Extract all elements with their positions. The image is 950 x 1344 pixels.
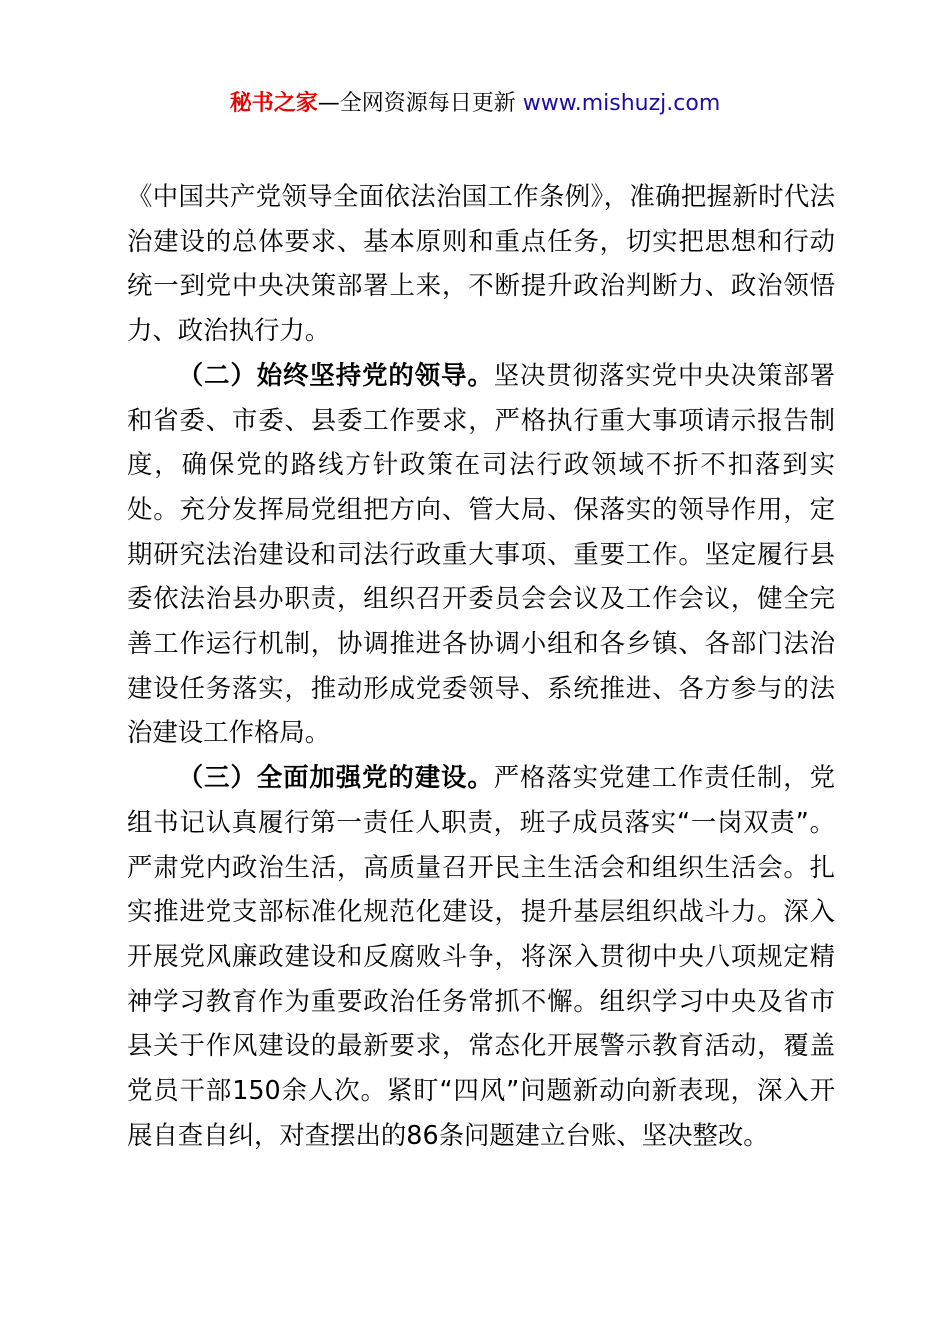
section-heading: （三）全面加强党的建设。 — [177, 762, 494, 793]
site-brand: 秘书之家 — [229, 91, 318, 116]
document-body — [127, 174, 835, 1157]
paragraph-text: 严格落实党建工作责任制，党组书记认真履行第一责任人职责，班子成员落实“一岗双责”。严肃党内政治生活，高质量召开民主生活会和组织生活会。扎实推进党支部标准化规范化建设，提升基层组织战斗力。深入开展党风廉政建设和反腐败斗争，将深入贯彻中央八项规定精神学习教育作为重要政治任务常抓不懈。组织学习中央及省市县关于作风建设的最新要求，常态化开展警示教育活动，覆盖党员干部150余人次。紧盯“四风”问题新动向新表现，深入开展自查自纠，对查摆出的86条问题建立台账、坚决整改。 — [127, 762, 836, 1150]
paragraph-continuation — [127, 174, 835, 353]
site-tagline: —全网资源每日更新 — [317, 91, 516, 116]
page-header — [0, 88, 950, 120]
site-url-link[interactable]: www.mishuzj.com — [522, 91, 721, 116]
paragraph-section-2 — [127, 353, 835, 755]
paragraph-text: 坚决贯彻落实党中央决策部署和省委、市委、县委工作要求，严格执行重大事项请示报告制度，确保党的路线方针政策在司法行政领域不折不扣落到实处。充分发挥局党组把方向、管大局、保落实的领导作用，定期研究法治建设和司法行政重大事项、重要工作。坚定履行县委依法治县办职责，组织召开委员会会议及工作会议，健全完善工作运行机制，协调推进各协调小组和各乡镇、各部门法治建设任务落实，推动形成党委领导、系统推进、各方参与的法治建设工作格局。 — [127, 359, 836, 748]
section-heading: （二）始终坚持党的领导。 — [177, 359, 494, 390]
paragraph-section-3 — [127, 755, 835, 1157]
paragraph-text: 《中国共产党领导全面依法治国工作条例》，准确把握新时代法治建设的总体要求、基本原则和重点任务，切实把思想和行动统一到党中央决策部署上来，不断提升政治判断力、政治领悟力、政治执行力。 — [127, 181, 835, 346]
